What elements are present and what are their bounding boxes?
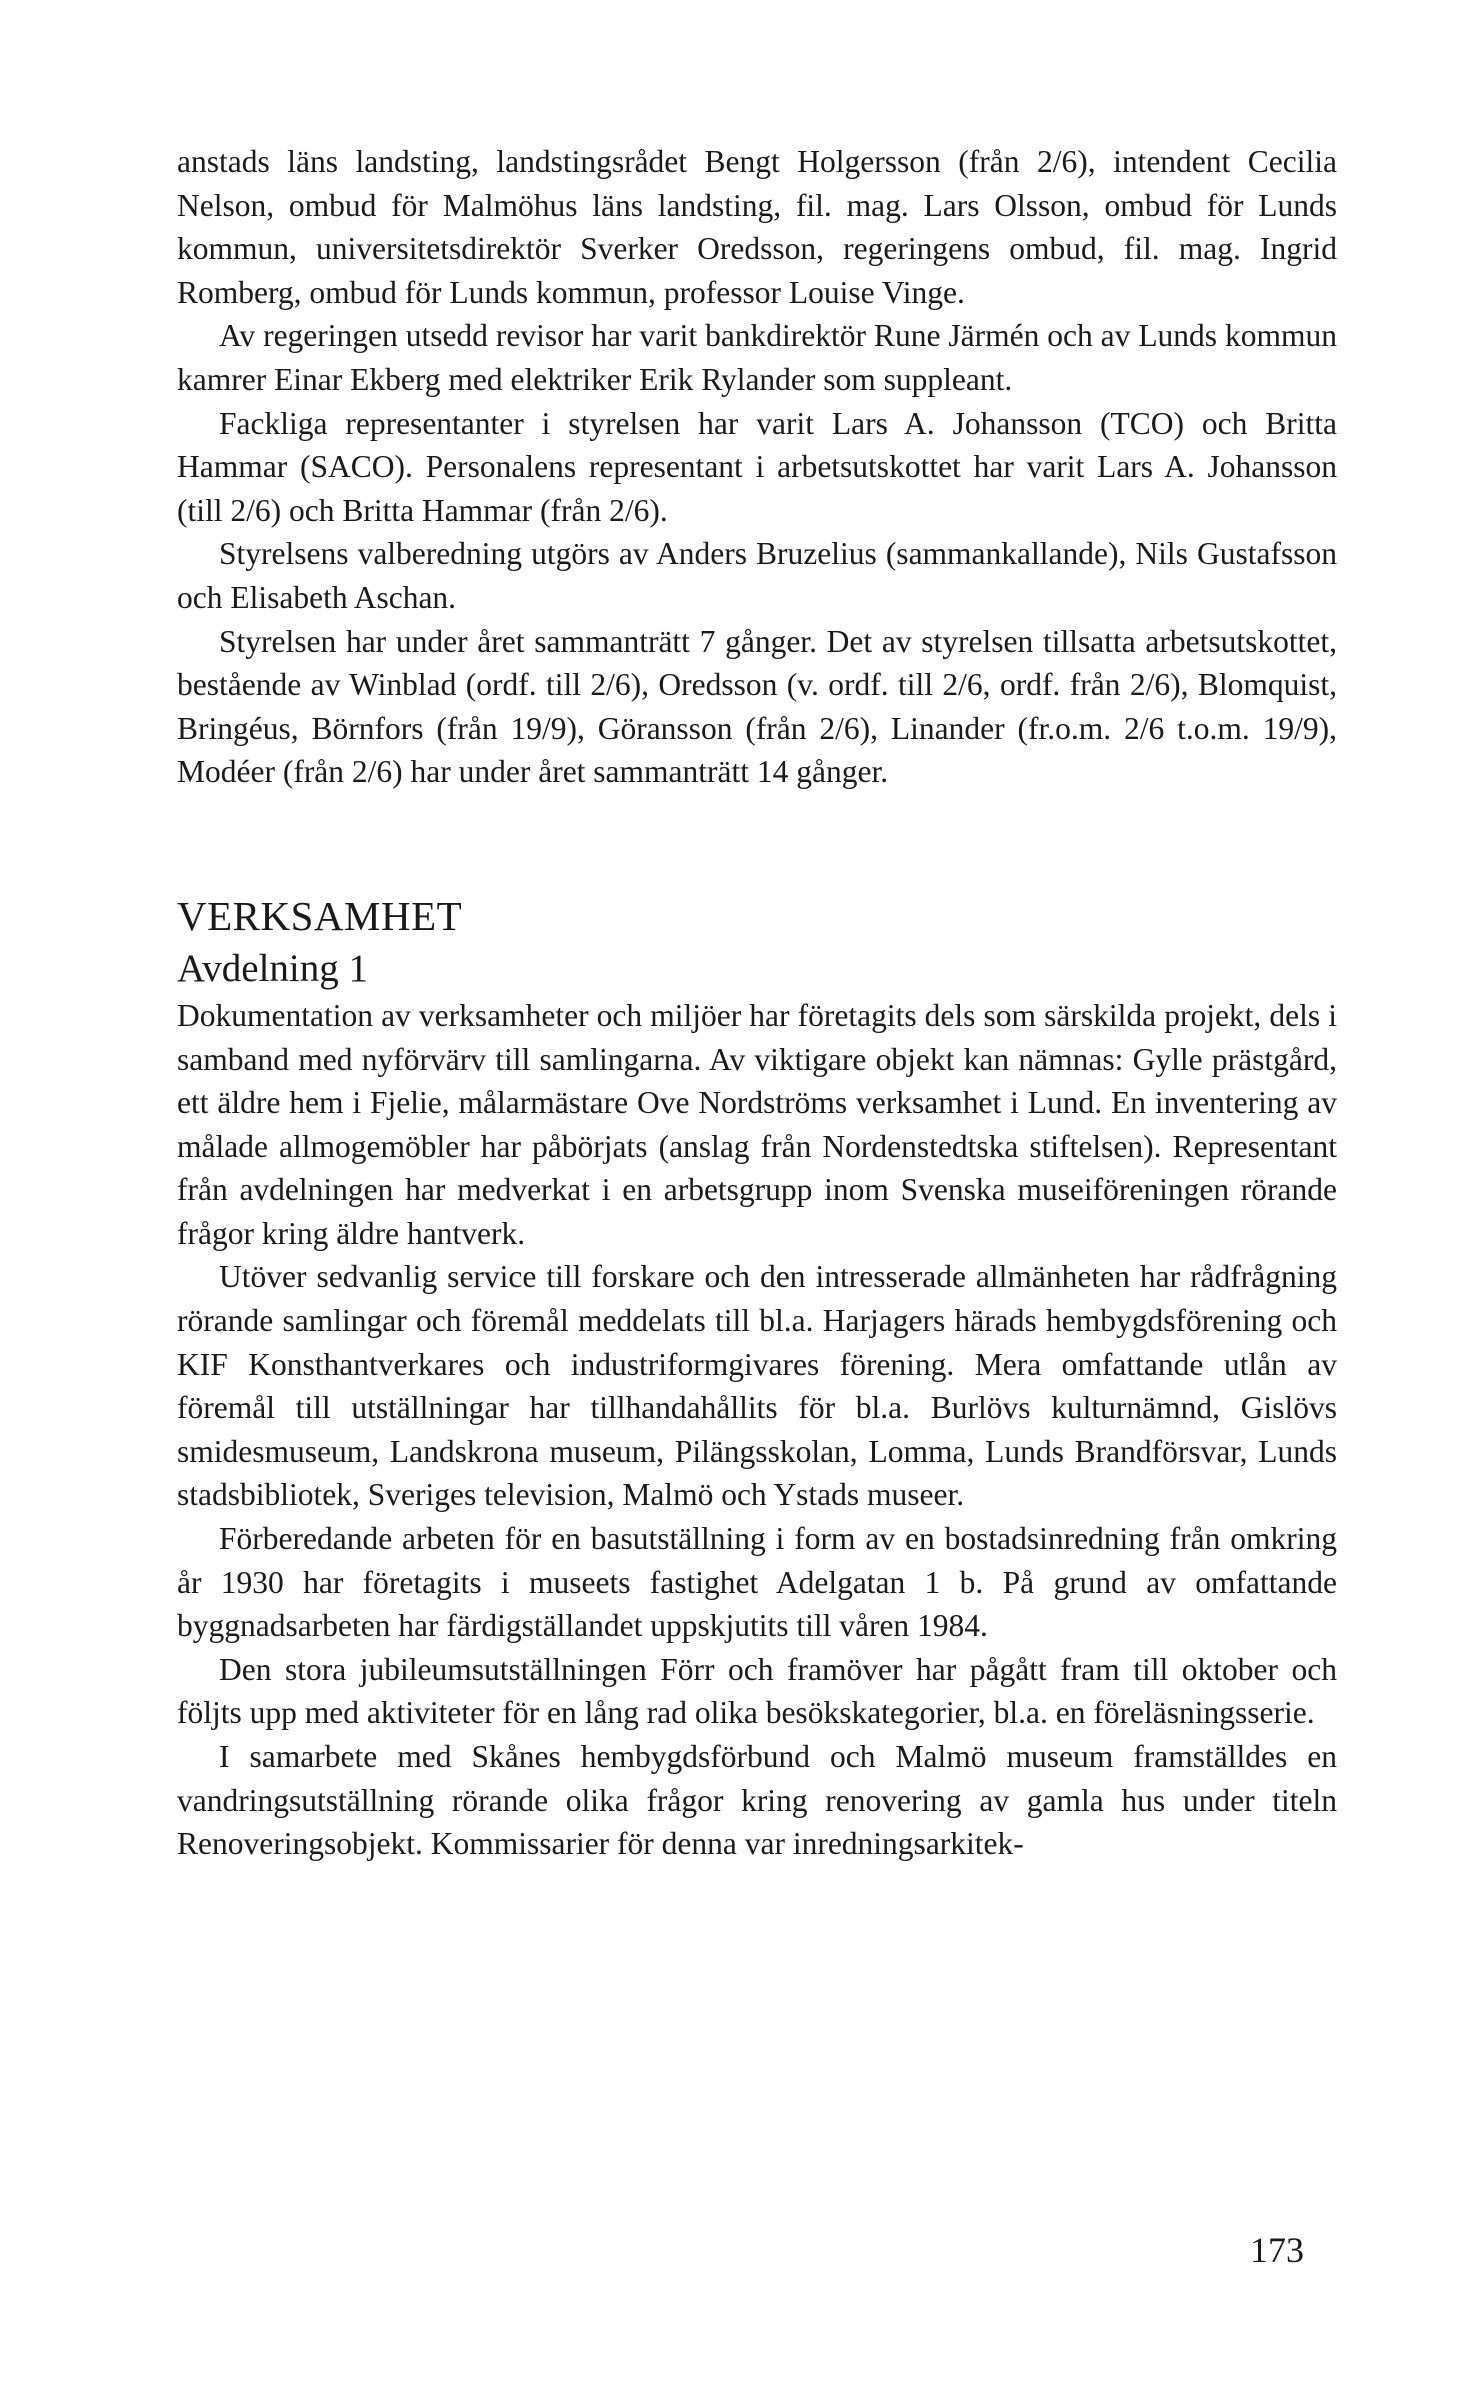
page-number: 173 <box>1250 2230 1304 2270</box>
body-paragraph: Den stora jubileumsutställningen Förr och framöver har pågått fram till oktober och följts upp med aktiviteter för en lång rad olika besökskategorier, bl.a. en föreläsningsserie. <box>177 1651 1337 1731</box>
body-paragraph: Styrelsen har under året sammanträtt 7 gånger. Det av styrelsen tillsatta arbetsutskottet, bestående av Winblad (ordf. till 2/6), Oredsson (v. ordf. till 2/6, ordf. från 2/6), Blomquist, Bringéus, Börnfors (från 19/9), Göransson (från 2/6), Linander (fr.o.m. 2/6 t.o.m. 19/9), Modéer (från 2/6) har under året sammanträtt 14 gånger. <box>177 623 1337 790</box>
subsection-heading: Avdelning 1 <box>177 946 369 990</box>
body-paragraph: Fackliga representanter i styrelsen har varit Lars A. Johansson (TCO) och Britta Hammar (SACO). Personalens representant i arbetsutskottet har varit Lars A. Johansson (till 2/6) och Britta Hammar (från 2/6). <box>177 405 1337 528</box>
body-paragraph: anstads läns landsting, landstingsrådet Bengt Holgersson (från 2/6), intendent Cecilia Nelson, ombud för Malmöhus läns landsting, fil. mag. Lars Olsson, ombud för Lunds kommun, universitetsdirektör Sverker Oredsson, regeringens ombud, fil. mag. Ingrid Romberg, ombud för Lunds kommun, professor Louise Vinge. <box>177 144 1337 310</box>
body-paragraph: I samarbete med Skånes hembygdsförbund och Malmö museum framställdes en vandringsutställning rörande olika frågor kring renovering av gamla hus under titeln Renoveringsobjekt. Kommissarier för denna var inredningsarkitek- <box>177 1739 1337 1862</box>
body-paragraph: Förberedande arbeten för en basutställning i form av en bostadsinredning från omkring år 1930 har företagits i museets fastighet Adelgatan 1 b. På grund av omfattande byggnadsarbeten har färdigställandet uppskjutits till våren 1984. <box>177 1521 1337 1644</box>
section-heading: VERKSAMHET <box>177 892 463 939</box>
body-paragraph: Styrelsens valberedning utgörs av Anders Bruzelius (sammankallande), Nils Gustafsson och Elisabeth Aschan. <box>177 536 1337 615</box>
body-paragraph: Av regeringen utsedd revisor har varit bankdirektör Rune Järmén och av Lunds kommun kamrer Einar Ekberg med elektriker Erik Rylander som suppleant. <box>177 318 1337 397</box>
body-paragraph: Dokumentation av verksamheter och miljöer har företagits dels som särskilda projekt, dels i samband med nyförvärv till samlingarna. Av viktigare objekt kan nämnas: Gylle prästgård, ett äldre hem i Fjelie, målarmästare Ove Nordströms verksamhet i Lund. En inventering av målade allmogemöbler har påbörjats (anslag från Nordenstedtska stiftelsen). Representant från avdelningen har medverkat i en arbetsgrupp inom Svenska museiföreningen rörande frågor kring äldre hantverk. <box>177 997 1337 1251</box>
body-paragraph: Utöver sedvanlig service till forskare och den intresserade allmänheten har rådfrågning rörande samlingar och föremål meddelats till bl.a. Harjagers härads hembygdsförening och KIF Konsthantverkares och industriformgivares förening. Mera omfattande utlån av föremål till utställningar har tillhandahållits för bl.a. Burlövs kulturnämnd, Gislövs smidesmuseum, Landskrona museum, Pilängsskolan, Lomma, Lunds Brandförsvar, Lunds stadsbibliotek, Sveriges television, Malmö och Ystads museer. <box>177 1259 1337 1513</box>
document-page <box>177 140 1337 1866</box>
